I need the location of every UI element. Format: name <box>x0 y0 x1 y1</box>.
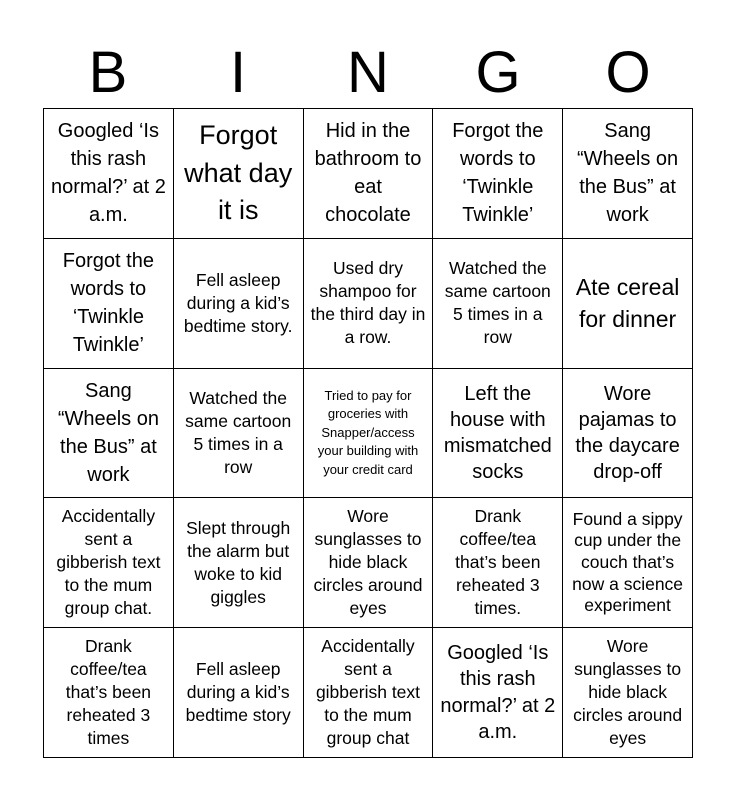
header-letter-b: B <box>88 40 128 105</box>
bingo-cell[interactable] <box>563 628 693 758</box>
cell-text: Fell asleep during a kid’s bedtime story. <box>183 269 293 336</box>
bingo-cell[interactable] <box>174 239 304 369</box>
bingo-cell[interactable] <box>563 109 693 239</box>
bingo-cell[interactable] <box>563 239 693 369</box>
bingo-cell[interactable] <box>433 628 563 758</box>
cell-text: Hid in the bathroom to eat chocolate <box>314 120 422 227</box>
cell-text: Googled ‘Is this rash normal?’ at 2 a.m. <box>440 641 556 743</box>
cell-text: Slept through the alarm but woke to kid giggles <box>186 517 291 607</box>
cell-text: Forgot the words to ‘Twinkle Twinkle’ <box>62 250 154 357</box>
cell-text: Accidentally sent a gibberish text to the mum group chat. <box>56 506 161 619</box>
cell-text: Drank coffee/tea that’s been reheated 3 times <box>65 635 152 749</box>
cell-text: Left the house with mismatched socks <box>443 382 552 483</box>
header-letter-n: N <box>347 40 389 105</box>
cell-text: Used dry shampoo for the third day in a row. <box>310 258 426 348</box>
cell-text: Forgot the words to ‘Twinkle Twinkle’ <box>452 120 544 227</box>
cell-text: Watched the same cartoon 5 times in a row <box>444 258 551 348</box>
bingo-cell[interactable] <box>174 498 304 628</box>
cell-text: Forgot what day it is <box>184 119 293 226</box>
bingo-cell[interactable] <box>174 369 304 499</box>
cell-text: Wore sunglasses to hide black circles around eyes <box>573 635 683 749</box>
bingo-cell[interactable] <box>304 109 434 239</box>
cell-text: Drank coffee/tea that’s been reheated 3 times. <box>455 506 541 619</box>
bingo-cell[interactable] <box>44 239 174 369</box>
bingo-cell[interactable] <box>433 369 563 499</box>
cell-text: Tried to pay for groceries with Snapper/access your building with your credit card <box>317 387 419 477</box>
header-letter-i: I <box>229 40 247 105</box>
bingo-cell[interactable] <box>304 628 434 758</box>
bingo-cell[interactable] <box>433 498 563 628</box>
cell-text: Sang “Wheels on the Bus” at work <box>57 379 159 486</box>
header-letter-g: G <box>475 40 521 105</box>
cell-text: Ate cereal for dinner <box>575 274 680 333</box>
bingo-cell[interactable] <box>433 239 563 369</box>
bingo-cell[interactable] <box>174 628 304 758</box>
cell-text: Found a sippy cup under the couch that’s now a science experiment <box>572 508 684 616</box>
header-letter-o: O <box>605 40 651 105</box>
bingo-header <box>43 38 693 108</box>
bingo-cell[interactable] <box>433 109 563 239</box>
bingo-cell[interactable] <box>174 109 304 239</box>
cell-text: Watched the same cartoon 5 times in a row <box>185 387 292 478</box>
bingo-cell[interactable] <box>304 239 434 369</box>
bingo-cell[interactable] <box>304 369 434 499</box>
cell-text: Wore sunglasses to hide black circles around eyes <box>313 506 423 619</box>
bingo-cell[interactable] <box>563 498 693 628</box>
bingo-cell[interactable] <box>44 628 174 758</box>
cell-text: Googled ‘Is this rash normal?’ at 2 a.m. <box>50 120 166 227</box>
bingo-cell[interactable] <box>304 498 434 628</box>
bingo-cell[interactable] <box>44 369 174 499</box>
cell-text: Fell asleep during a kid’s bedtime story <box>185 658 291 726</box>
cell-text: Sang “Wheels on the Bus” at work <box>577 120 679 227</box>
bingo-cell[interactable] <box>44 498 174 628</box>
cell-text: Wore pajamas to the daycare drop-off <box>575 382 680 483</box>
bingo-cell[interactable] <box>44 109 174 239</box>
cell-text: Accidentally sent a gibberish text to the mum group chat <box>315 635 421 749</box>
bingo-grid <box>43 108 693 758</box>
bingo-cell[interactable] <box>563 369 693 499</box>
